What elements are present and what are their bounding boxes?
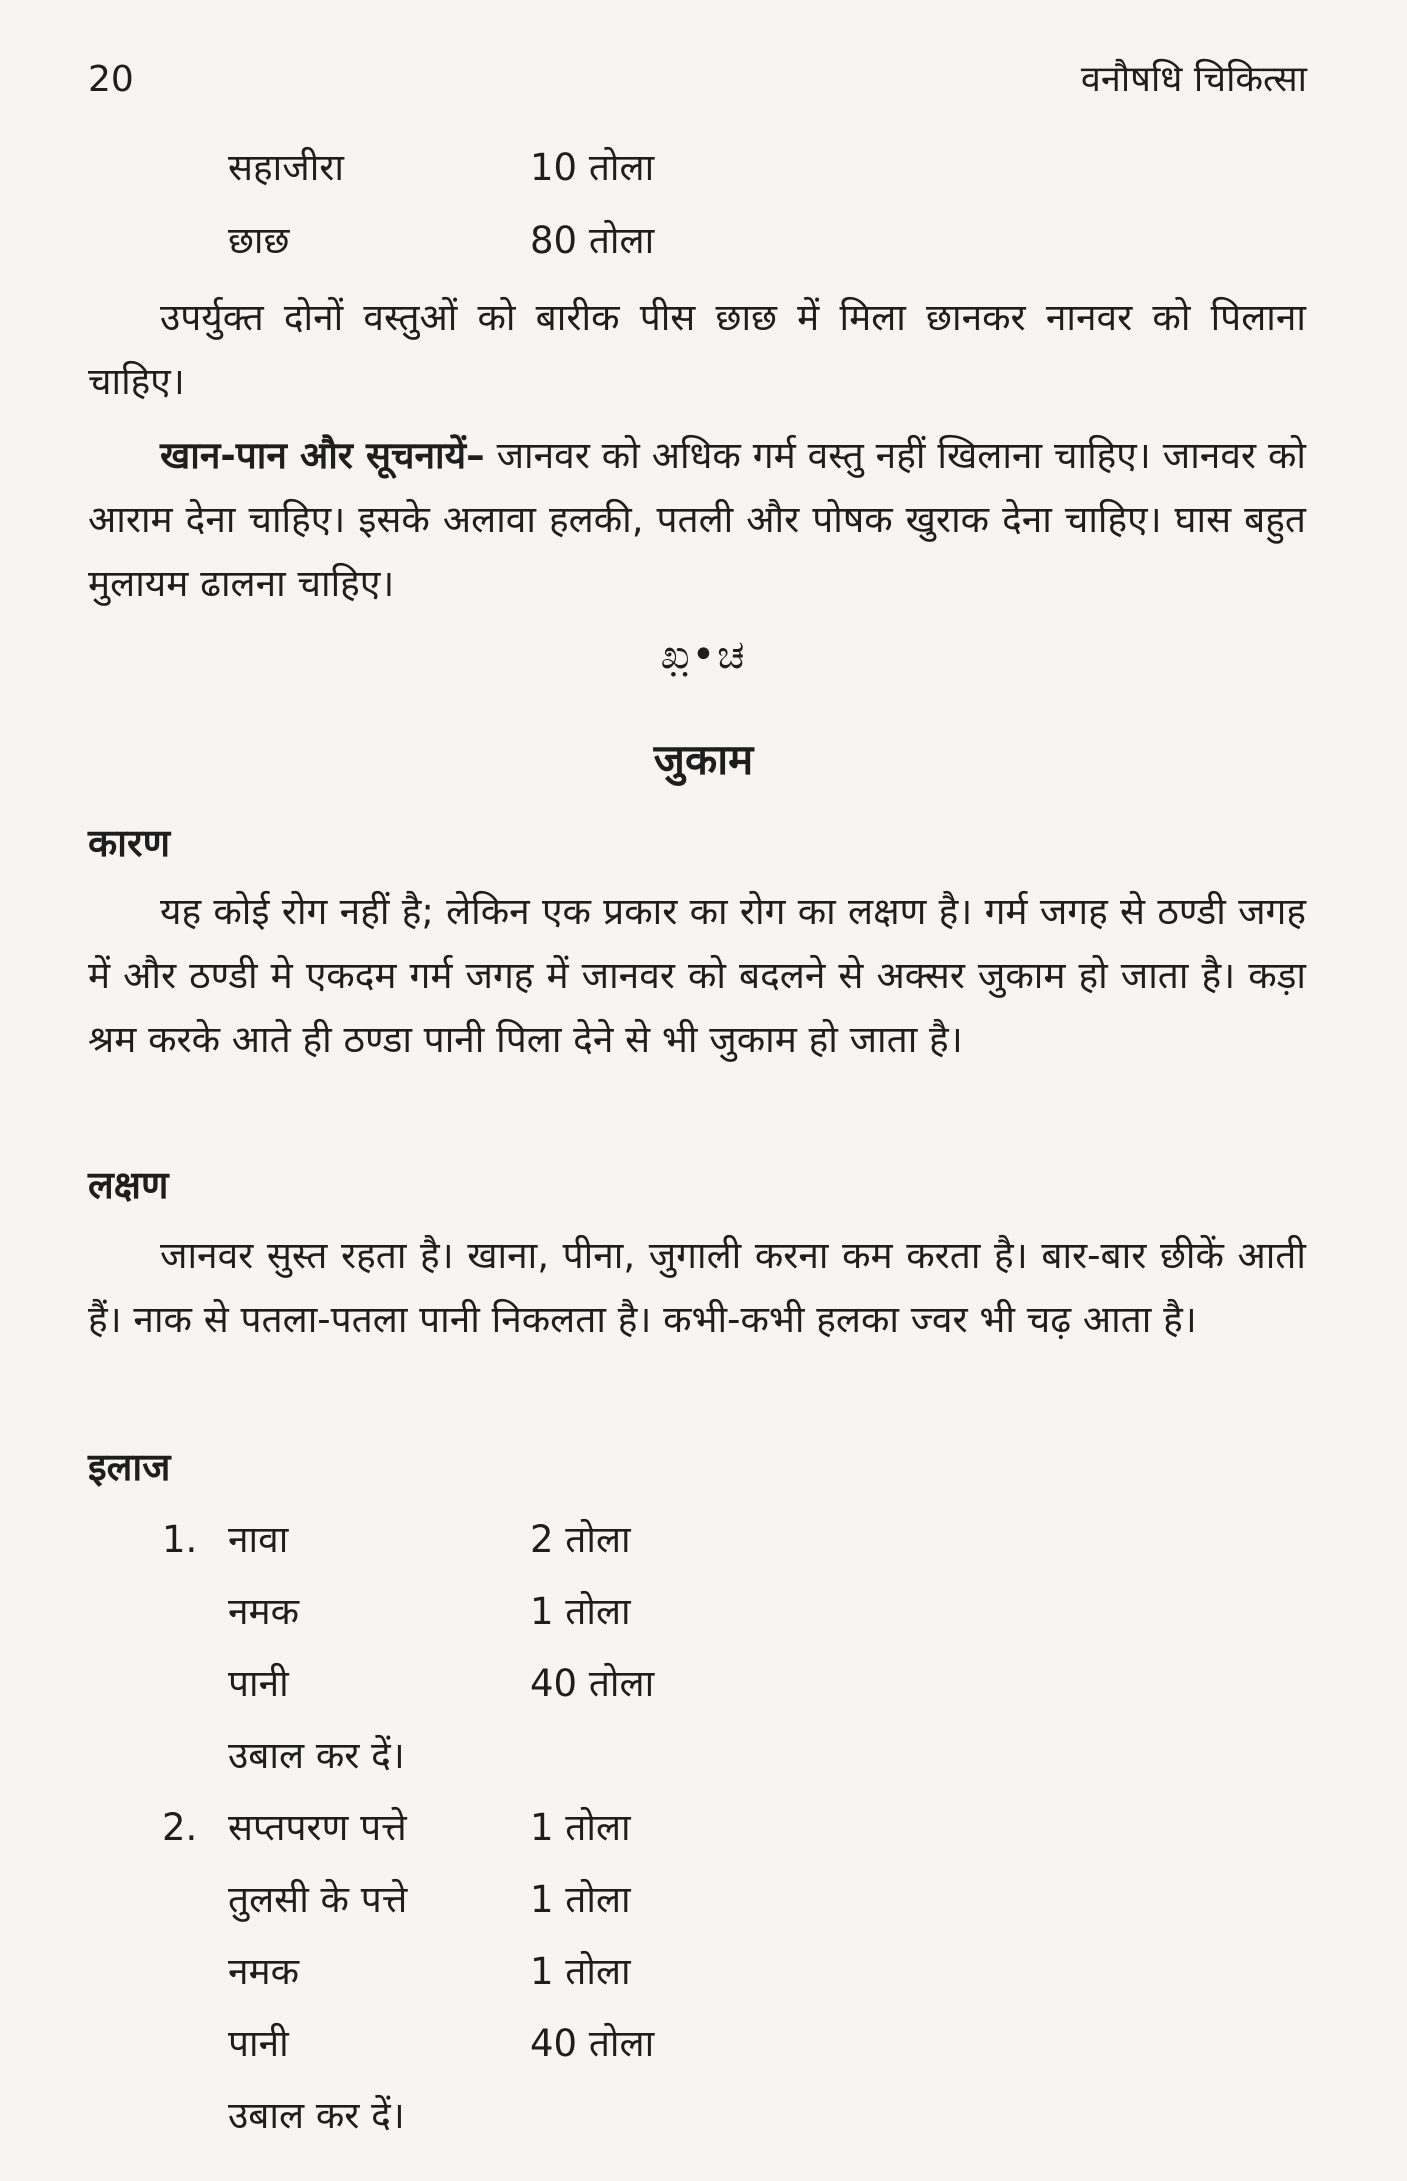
ingredient-qty: 1 तोला bbox=[530, 1878, 631, 1921]
ingredient-qty: 40 तोला bbox=[530, 1662, 655, 1705]
ingredient-qty: 10 तोला bbox=[530, 146, 655, 189]
ingredient-name: सप्तपरण पत्ते bbox=[228, 1806, 407, 1849]
section-heading-cause: कारण bbox=[88, 821, 171, 865]
instruction-paragraph: उपर्युक्त दोनों वस्तुओं को बारीक पीस छाछ में मिला छानकर नानवर को पिलाना चाहिए। bbox=[88, 296, 1306, 403]
ingredient-name: तुलसी के पत्ते bbox=[228, 1878, 408, 1921]
remedy-note: उबाल कर दें। bbox=[228, 2094, 405, 2137]
ingredient-name: पानी bbox=[228, 1662, 289, 1705]
ingredient-qty: 1 तोला bbox=[530, 1950, 631, 1993]
ingredient-name: नावा bbox=[228, 1518, 289, 1561]
running-title: वनौषधि चिकित्सा bbox=[1080, 59, 1307, 100]
ingredient-qty: 80 तोला bbox=[530, 219, 655, 262]
diet-note-paragraph bbox=[88, 424, 1306, 616]
ingredient-name: नमक bbox=[228, 1950, 300, 1993]
section-ornament: ಖ಼•ಚ bbox=[660, 632, 747, 678]
section-heading-symptoms: लक्षण bbox=[88, 1163, 169, 1207]
diet-note-text: जानवर को अधिक गर्म वस्तु नहीं खिलाना चाहिए। जानवर को आराम देना चाहिए। इसके अलावा हलकी, पतली और पोषक खुराक देना चाहिए। घास बहुत मुलायम ढालना चाहिए। bbox=[88, 434, 1306, 605]
remedy-note: उबाल कर दें। bbox=[228, 1734, 405, 1777]
remedy-number: 2. bbox=[162, 1806, 198, 1849]
remedy-number: 1. bbox=[162, 1518, 198, 1561]
ingredient-qty: 40 तोला bbox=[530, 2022, 655, 2065]
ingredient-name: नमक bbox=[228, 1590, 300, 1633]
cause-paragraph: यह कोई रोग नहीं है; लेकिन एक प्रकार का रोग का लक्षण है। गर्म जगह से ठण्डी जगह में और ठण्डी मे एकदम गर्म जगह में जानवर को बदलने से अक्सर जुकाम हो जाता है। कड़ा श्रम करके आते ही ठण्डा पानी पिला देने से भी जुकाम हो जाता है। bbox=[88, 890, 1306, 1061]
ingredient-name: पानी bbox=[228, 2022, 289, 2065]
ingredient-qty: 1 तोला bbox=[530, 1806, 631, 1849]
section-heading-treatment: इलाज bbox=[88, 1445, 171, 1489]
ingredient-name: छाछ bbox=[228, 219, 290, 262]
page-number: 20 bbox=[88, 59, 134, 100]
ingredient-qty: 1 तोला bbox=[530, 1590, 631, 1633]
ingredient-qty: 2 तोला bbox=[530, 1518, 631, 1561]
symptoms-paragraph: जानवर सुस्त रहता है। खाना, पीना, जुगाली करना कम करता है। बार-बार छीकें आती हैं। नाक से पतला-पतला पानी निकलता है। कभी-कभी हलका ज्वर भी चढ़ आता है। bbox=[88, 1234, 1306, 1341]
diet-note-heading: खान-पान और सूचनायें– bbox=[160, 434, 485, 477]
chapter-title: जुकाम bbox=[653, 735, 754, 784]
ingredient-name: सहाजीरा bbox=[228, 146, 344, 189]
